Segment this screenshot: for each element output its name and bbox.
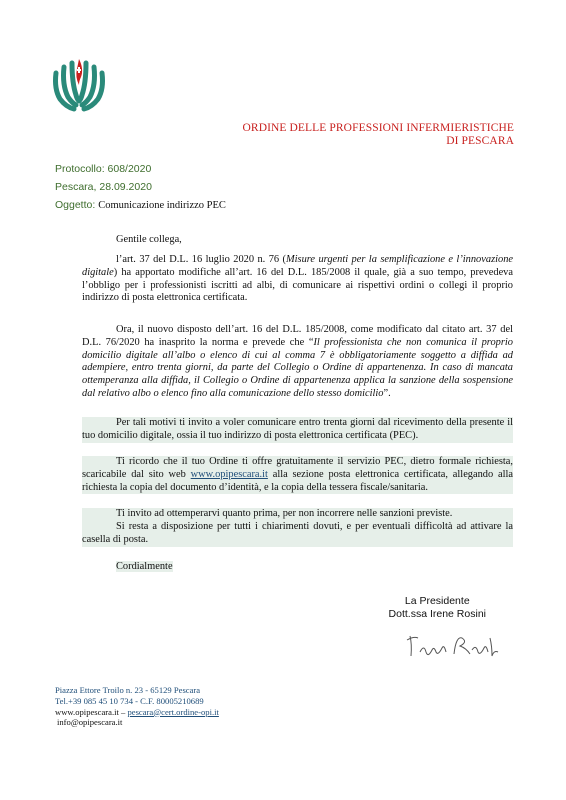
website-link[interactable]: www.opipescara.it [190, 468, 268, 480]
organization-name-line2: DI PESCARA [446, 135, 514, 147]
footer [55, 685, 219, 728]
paragraph-6-text: Si resta a disposizione per tutti i chiarimenti dovuti, e per eventuali difficoltà ad attivare la casella di posta. [82, 521, 513, 545]
footer-email: info@opipescara.it [57, 717, 123, 728]
handwritten-signature [402, 630, 502, 662]
footer-web: www.opipescara.it [55, 706, 119, 717]
paragraph-1-italic: Misure urgenti per la semplificazione e l’innovazione digitale [82, 254, 513, 278]
paragraph-2-b: ”. [383, 387, 391, 399]
paragraph-1-b: ) ha apportato modifiche all’art. 16 del D.L. 185/2008 il quale, già a suo tempo, prevedeva l’obbligo per i professionisti iscritti ad albi, di comunicare ai rispettivi ordini o collegi il proprio indirizzo di posta elettronica certificata. [82, 266, 513, 304]
subject-label: Oggetto: [55, 199, 96, 211]
place-date: Pescara, 28.09.2020 [55, 181, 152, 193]
subject-line [55, 196, 226, 215]
greeting: Gentile collega, [116, 234, 182, 245]
protocol-value: 608/2020 [107, 163, 152, 175]
signer-role: La Presidente [404, 595, 470, 607]
footer-web-line [55, 707, 219, 718]
protocol-line [55, 160, 226, 178]
protocol-label: Protocollo: [55, 163, 105, 175]
signature-block [389, 595, 486, 621]
paragraph-1 [82, 254, 513, 305]
paragraph-2-italic: Il professionista che non comunica il proprio domicilio digitale all’albo o elenco di cui al comma 7 è obbligatoriamente soggetto a diffida ad adempiere, entro trenta giorni, da parte del Collegio o Ordine di appartenenza. In caso di mancata ottemperanza alla diffida, il Collegio o Ordine di appartenenza applica la sanzione della sospensione dal relativo albo o elenco fino alla comunicazione dello stesso domicilio [82, 336, 513, 399]
footer-phone: Tel.+39 085 45 10 734 - C.F. 80005210689 [55, 695, 204, 706]
letter-meta [55, 160, 226, 215]
pec-link[interactable]: pescara@cert.ordine-opi.it [127, 706, 219, 717]
paragraph-4-b: alla sezione posta elettronica certificata, allegando alla richiesta la copia del documento d’identità, e la copia della tessera fiscale/sanitaria. [82, 468, 513, 493]
paragraph-5-text: Ti invito ad ottemperarvi quanto prima, per non incorrere nelle sanzioni previste. [116, 508, 453, 519]
organization-name-line1: ORDINE DELLE PROFESSIONI INFERMIERISTICHE [242, 122, 514, 134]
paragraph-5 [82, 508, 513, 521]
footer-separator: – [118, 706, 128, 717]
paragraph-4-a: Ti ricordo che il tuo Ordine ti offre gratuitamente il servizio PEC, dietro formale richiesta, scaricabile dal sito web [82, 456, 513, 480]
closing: Cordialmente [116, 561, 173, 572]
paragraph-1-a: l’art. 37 del D.L. 16 luglio 2020 n. 76 ( [116, 254, 286, 265]
opi-logo-icon [50, 55, 108, 121]
organization-header [243, 122, 514, 148]
paragraph-3-text: Per tali motivi ti invito a voler comunicare entro trenta giorni dal ricevimento della presente il tuo domicilio digitale, ossia il tuo indirizzo di posta elettronica certificata (PEC). [82, 417, 513, 441]
paragraph-6 [82, 521, 513, 547]
signer-name: Dott.ssa Irene Rosini [388, 608, 486, 620]
subject-value: Comunicazione indirizzo PEC [98, 200, 226, 211]
paragraph-2-a: Ora, il nuovo disposto dell’art. 16 del D.L. 185/2008, come modificato dal citato art. 37 del D.L. 76/2020 ha inasprito la norma e prevede che “ [82, 324, 513, 348]
paragraph-3 [82, 417, 513, 443]
paragraph-4 [82, 456, 513, 494]
paragraph-2 [82, 324, 513, 401]
footer-address: Piazza Ettore Troilo n. 23 - 65129 Pescara [55, 685, 201, 695]
